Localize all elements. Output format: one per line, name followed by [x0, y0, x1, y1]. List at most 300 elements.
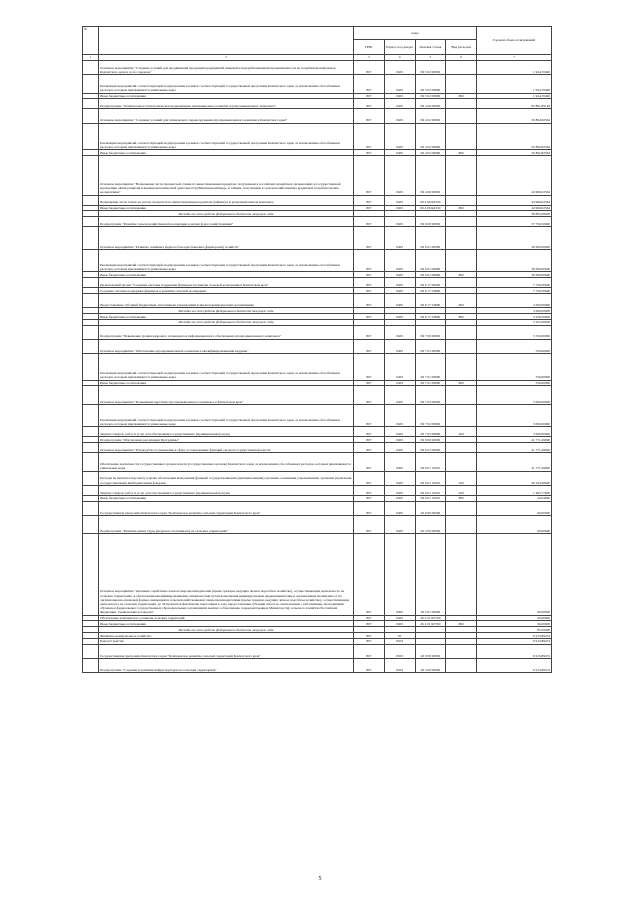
row-expense-type: [446, 123, 477, 150]
col-header-sum: Годовой объем ассигнований: [477, 27, 552, 55]
row-amount: 41 771,49000: [477, 443, 552, 453]
row-name: Расходы за счет средств федерального бюджета текущего года: [99, 319, 354, 325]
row-grbs: 807: [354, 427, 385, 437]
row-target-article: 26 2 01 R5760: [415, 621, 446, 627]
row-amount: 41 771,49000: [477, 437, 552, 443]
table-row: [83, 453, 552, 471]
row-target-article: 09 4 00 00000: [415, 99, 446, 109]
budget-table: [82, 26, 552, 673]
col-number: 2: [99, 55, 354, 61]
table-row: [83, 353, 552, 380]
row-name: Подпрограмма "Развитие сельскохозяйственной кооперации и малых форм хозяйствования": [99, 217, 354, 227]
table-row: [83, 293, 552, 307]
row-section: 0405: [384, 99, 415, 109]
table-row: [83, 644, 552, 658]
row-name: Иные бюджетные ассигнования: [99, 621, 354, 627]
row-expense-type: [446, 217, 477, 227]
table-row: [83, 534, 552, 615]
row-name: Закупка товаров, работ и услуг для обеспечения государственных (муниципальных) нужд: [99, 485, 354, 495]
row-target-article: 09 7 01 09990: [415, 353, 446, 380]
row-expense-type: [446, 278, 477, 288]
row-number: [83, 427, 99, 437]
row-grbs: 807: [354, 515, 385, 533]
row-amount: 550,00000: [477, 353, 552, 380]
row-section: 0405: [384, 534, 415, 615]
row-number: [83, 227, 99, 250]
row-section: 0405: [384, 325, 415, 339]
row-name: Создание системы поддержки фермеров и развитие сельской кооперации: [99, 288, 354, 294]
row-name: Подпрограмма "Развитие рынка труда (кадрового потенциала) на сельских территориях": [99, 515, 354, 533]
row-amount: 90,00000: [477, 501, 552, 515]
row-number: [83, 217, 99, 227]
table-row: [83, 501, 552, 515]
row-expense-type: 800: [446, 93, 477, 99]
row-expense-type: [446, 534, 477, 615]
col-header-n: №: [83, 27, 99, 55]
row-grbs: 807: [354, 195, 385, 205]
row-amount: 90,00000: [477, 515, 552, 533]
row-expense-type: [446, 644, 477, 658]
row-name: Расходы за счет средств федерального бюджета текущего года: [99, 308, 354, 314]
row-section: 0405: [384, 288, 415, 294]
row-name: Иные бюджетные ассигнования: [99, 380, 354, 386]
table-row: [83, 123, 552, 150]
row-name: Реализация мероприятий соответствующей подпрограммы в рамках соответствующей государственной программы Камчатского края, за исключением обособленных расходов, которым присваиваются уникальные коды: [99, 249, 354, 272]
row-section: 0405: [384, 195, 415, 205]
row-amount: 6 913,89474: [477, 632, 552, 638]
row-number: [83, 453, 99, 471]
row-section: 0405: [384, 495, 415, 501]
row-expense-type: [446, 443, 477, 453]
row-amount: 41 771,49000: [477, 453, 552, 471]
row-grbs: 807: [354, 93, 385, 99]
row-grbs: 807: [354, 313, 385, 319]
row-name: Государственная программа Камчатского края "Комплексное развитие сельских территорий Камчатского края": [99, 501, 354, 515]
row-target-article: 26 2 01 00000: [415, 534, 446, 615]
row-section: 0405: [384, 227, 415, 250]
row-number: [83, 75, 99, 93]
row-name: Основное мероприятие "Руководство и управление в сфере установленных функций органов государственной власти": [99, 443, 354, 453]
row-name: Основное мероприятие "Создание условий для технического перевооружения агропромышленного комплекса Камчатского края": [99, 109, 354, 123]
row-grbs: 807: [354, 471, 385, 485]
row-target-article: 26 0 00 00000: [415, 501, 446, 515]
row-target-article: 09 3 02 09990: [415, 75, 446, 93]
col-number: 7: [477, 55, 552, 61]
row-target-article: 09 7 02 00000: [415, 386, 446, 404]
row-name: Иные бюджетные ассигнования: [99, 205, 354, 211]
row-number: [83, 404, 99, 427]
row-expense-type: 200: [446, 427, 477, 437]
row-amount: 7 756,50000: [477, 288, 552, 294]
row-expense-type: 600: [446, 293, 477, 307]
row-number: [83, 61, 99, 75]
row-number: [83, 109, 99, 123]
row-number: [83, 353, 99, 380]
row-amount: 85,50000: [477, 627, 552, 633]
row-number: [83, 534, 99, 615]
row-expense-type: [446, 227, 477, 250]
row-grbs: 807: [354, 123, 385, 150]
row-amount: 550,00000: [477, 339, 552, 353]
row-target-article: 09 6 17 54800: [415, 293, 446, 307]
col-header-cs: Целевая статья: [415, 40, 446, 55]
row-grbs: 807: [354, 437, 385, 443]
row-target-article: 09 9 01 00000: [415, 443, 446, 453]
row-target-article: 09 9 01 10010: [415, 453, 446, 471]
budget-table-body: [83, 61, 552, 673]
row-grbs: 807: [354, 658, 385, 672]
row-expense-type: [446, 325, 477, 339]
row-name: Иные бюджетные ассигнования: [99, 495, 354, 501]
table-row: [83, 386, 552, 404]
row-expense-type: [446, 404, 477, 427]
table-row: [83, 249, 552, 272]
table-row: [83, 485, 552, 495]
row-grbs: 807: [354, 404, 385, 427]
row-grbs: 807: [354, 644, 385, 658]
row-section: 0405: [384, 75, 415, 93]
row-expense-type: [446, 501, 477, 515]
row-target-article: 09 6 01 09990: [415, 272, 446, 278]
row-amount: 32,04000: [477, 495, 552, 501]
row-number: [83, 386, 99, 404]
row-target-article: 09 7 00 00000: [415, 325, 446, 339]
col-header-codes: коды: [354, 27, 477, 40]
row-section: 0405: [384, 615, 415, 621]
table-row: [83, 75, 552, 93]
row-name: Иные бюджетные ассигнования: [99, 313, 354, 319]
row-section: 0405: [384, 313, 415, 319]
row-section: 0503: [384, 658, 415, 672]
row-name: Основное мероприятие "Оказание содействия сельхозтоваропроизводителям (кроме граждан, ведущих личное подсобное хозяйство), осуществляющим деятельность на сельских территориях, в обеспечении квалифицированными специалистами путем возмещения индивидуальным предпринимателям и организациям независимо от их организационно-правовой формы, являющимся сельскохозяйственными товаропроизводителями (кроме граждан, ведущих личное подсобное хозяйство), осуществляющим деятельность на сельских территориях, до 30 процентов фактически понесенных в году предоставления субсидии затрат по заключенным с работниками, проходящими обучение в федеральных государственных образовательных организациях высшего образования, подведомственных Министерству сельского хозяйства Российской Федерации, ученическим договорам": [99, 534, 354, 615]
row-section: 0503: [384, 644, 415, 658]
row-section: 0405: [384, 249, 415, 272]
row-expense-type: 800: [446, 380, 477, 386]
row-section: 0405: [384, 443, 415, 453]
row-amount: 44 969,02564: [477, 156, 552, 195]
row-target-article: 26 2 01 R5760: [415, 615, 446, 621]
row-amount: 90,00000: [477, 621, 552, 627]
row-grbs: 807: [354, 485, 385, 495]
row-name: Реализация мероприятий соответствующей подпрограммы в рамках соответствующей государственной программы Камчатского края, за исключением обособленных расходов, которым присваиваются уникальные коды: [99, 75, 354, 93]
row-target-article: 09 9 01 10010: [415, 485, 446, 495]
row-grbs: 807: [354, 227, 385, 250]
row-expense-type: [446, 658, 477, 672]
row-grbs: 807: [354, 278, 385, 288]
row-grbs: 807: [354, 61, 385, 75]
row-number: [83, 515, 99, 533]
table-row: [83, 515, 552, 533]
row-target-article: 09 4 02 00000: [415, 109, 446, 123]
row-amount: 90,00000: [477, 534, 552, 615]
row-number: [83, 325, 99, 339]
table-row: [83, 404, 552, 427]
row-target-article: 09 9 01 10010: [415, 495, 446, 501]
row-expense-type: [446, 249, 477, 272]
row-name: Основное мероприятие "Создание условий для продвижения продукции предприятий пищевой и перерабатывающей промышленности на потребительский рынок Камчатского края и за его пределы": [99, 61, 354, 75]
row-section: 0405: [384, 427, 415, 437]
row-target-article: 09 6 01 09990: [415, 249, 446, 272]
row-amount: 550,00000: [477, 380, 552, 386]
row-grbs: 807: [354, 150, 385, 156]
row-name: Обеспечение комплексного развития сельских территорий: [99, 615, 354, 621]
row-section: 0405: [384, 205, 415, 211]
row-name: Расходы на выплаты персоналу в целях обеспечения выполнения функций государственными (муниципальными) органами, казенными учреждениями, органами управления государственными внебюджетными фондами: [99, 471, 354, 485]
row-grbs: 807: [354, 325, 385, 339]
row-number: [83, 644, 99, 658]
table-row: [83, 109, 552, 123]
row-target-article: 26 2 00 00000: [415, 515, 446, 533]
row-name: Основное мероприятие "Возмещение части процентной ставки по инвестиционным кредитам, полученным в российских кредитных организациях и государственной корпорации «Банк развития и внешнеэкономической деятельности (Внешэкономбанк)», и займам, полученным в сельскохозяйственных кредитных потребительских кооперативах": [99, 156, 354, 195]
row-amount: 50 892,82564: [477, 109, 552, 123]
row-name: Реализация мероприятий соответствующей подпрограммы в рамках соответствующей государственной программы Камчатского края, за исключением обособленных расходов, которым присваиваются уникальные коды: [99, 404, 354, 427]
row-amount: 30 000,00000: [477, 249, 552, 272]
row-target-article: 09 7 01 00000: [415, 339, 446, 353]
col-header-grbs: ГРБС: [354, 40, 385, 55]
row-target-article: 09 9 01 10010: [415, 471, 446, 485]
row-amount: 44 969,02564: [477, 205, 552, 211]
row-amount: 3 000,00000: [477, 404, 552, 427]
row-section: 0405: [384, 217, 415, 227]
row-target-article: 09 4 06 R4330: [415, 205, 446, 211]
col-header-name: [99, 27, 354, 55]
row-amount: 3 256,50000: [477, 313, 552, 319]
table-row: [83, 471, 552, 485]
col-header-vr: Вид расходов: [446, 40, 477, 55]
row-section: 0503: [384, 638, 415, 644]
row-section: 0405: [384, 123, 415, 150]
row-target-article: 26 0 00 00000: [415, 644, 446, 658]
row-amount: 3 000,00000: [477, 427, 552, 437]
row-name: Подпрограмма "Обеспечение реализации Программы": [99, 437, 354, 443]
row-target-article: 26 3 00 00000: [415, 658, 446, 672]
row-name: Основное мероприятие "Повышение престижа агропромышленного комплекса в Камчатском крае": [99, 386, 354, 404]
row-amount: 3 550,00000: [477, 325, 552, 339]
row-expense-type: 800: [446, 495, 477, 501]
row-grbs: 807: [354, 632, 385, 638]
row-name: Государственная программа Камчатского края "Комплексное развитие сельских территорий Камчатского края": [99, 644, 354, 658]
row-grbs: 807: [354, 386, 385, 404]
row-name: Расходы за счет средств федерального бюджета текущего года: [99, 627, 354, 633]
row-expense-type: 800: [446, 272, 477, 278]
row-name: Иные бюджетные ассигнования: [99, 93, 354, 99]
col-number: 5: [415, 55, 446, 61]
row-grbs: 807: [354, 443, 385, 453]
row-name: Подпрограмма "Создание и развитие инфраструктуры на сельских территориях": [99, 658, 354, 672]
row-name: Возмещение части затрат на уплату процентов по инвестиционным кредитам (займам) в агропромышленном комплексе: [99, 195, 354, 205]
row-grbs: 807: [354, 217, 385, 227]
row-name: Обеспечение деятельности государственных органов власти (государственных органов) Камчатского края, за исключением обособленных расходов, которым присваиваются уникальные коды: [99, 453, 354, 471]
table-row: [83, 443, 552, 453]
row-grbs: 807: [354, 615, 385, 621]
row-number: [83, 123, 99, 150]
row-target-article: 09 6 01 00000: [415, 227, 446, 250]
row-section: 0405: [384, 353, 415, 380]
row-expense-type: 800: [446, 205, 477, 211]
row-amount: 30 000,00000: [477, 227, 552, 250]
col-number: 6: [446, 55, 477, 61]
row-target-article: 09 4 02 09990: [415, 123, 446, 150]
row-amount: 37 756,50000: [477, 217, 552, 227]
row-name: Иные бюджетные ассигнования: [99, 272, 354, 278]
row-grbs: 807: [354, 75, 385, 93]
row-target-article: 09 4 06 R4330: [415, 195, 446, 205]
row-amount: 1 495,77000: [477, 485, 552, 495]
row-number: [83, 293, 99, 307]
row-section: 0405: [384, 404, 415, 427]
row-grbs: 807: [354, 272, 385, 278]
row-section: 0405: [384, 485, 415, 495]
row-section: 0405: [384, 339, 415, 353]
row-amount: 38 893,00000: [477, 211, 552, 217]
row-target-article: 09 7 01 09990: [415, 380, 446, 386]
row-section: 0405: [384, 453, 415, 471]
row-section: 0405: [384, 150, 415, 156]
row-name: Реализация мероприятий соответствующей подпрограммы в рамках соответствующей государственной программы Камчатского края, за исключением обособленных расходов, которым присваиваются уникальные коды: [99, 123, 354, 150]
table-row: [83, 227, 552, 250]
col-number: 1: [83, 55, 99, 61]
row-target-article: 09 4 02 09990: [415, 150, 446, 156]
row-target-article: 09 9 00 00000: [415, 437, 446, 443]
row-amount: 6 913,89474: [477, 638, 552, 644]
row-section: 0405: [384, 293, 415, 307]
row-target-article: 09 6 17 54800: [415, 288, 446, 294]
row-grbs: 807: [354, 495, 385, 501]
row-target-article: 09 6 17 54800: [415, 313, 446, 319]
row-amount: 1 944,76400: [477, 93, 552, 99]
row-section: 0405: [384, 93, 415, 99]
row-amount: 7 756,50000: [477, 278, 552, 288]
row-section: 05: [384, 632, 415, 638]
row-target-article: 09 7 02 09990: [415, 427, 446, 437]
row-target-article: 09 3 02 00000: [415, 61, 446, 75]
row-name: Расходы за счет средств федерального бюджета текущего года: [99, 211, 354, 217]
row-grbs: 807: [354, 249, 385, 272]
table-row: [83, 427, 552, 437]
row-name: Иные бюджетные ассигнования: [99, 150, 354, 156]
row-amount: 30 000,00000: [477, 272, 552, 278]
table-row: [83, 156, 552, 195]
row-name: Реализация мероприятий соответствующей подпрограммы в рамках соответствующей государственной программы Камчатского края, за исключением обособленных расходов, которым присваиваются уникальные коды: [99, 353, 354, 380]
row-grbs: 807: [354, 380, 385, 386]
row-section: 0405: [384, 272, 415, 278]
table-row: [83, 99, 552, 109]
row-amount: 44 969,02564: [477, 195, 552, 205]
row-number: [83, 443, 99, 453]
table-row: [83, 217, 552, 227]
row-expense-type: 100: [446, 471, 477, 485]
row-amount: 1 944,76400: [477, 61, 552, 75]
row-number: [83, 658, 99, 672]
row-grbs: 807: [354, 293, 385, 307]
row-target-article: 09 7 02 09990: [415, 404, 446, 427]
table-row: [83, 195, 552, 205]
row-section: 0405: [384, 471, 415, 485]
row-grbs: 807: [354, 205, 385, 211]
row-expense-type: [446, 99, 477, 109]
row-name: Основное мероприятие "Развитие семейных ферм на базе крестьянских (фермерских) хозяйств": [99, 227, 354, 250]
row-amount: 90,00000: [477, 615, 552, 621]
row-expense-type: 800: [446, 150, 477, 156]
row-section: 0405: [384, 621, 415, 627]
row-section: 0405: [384, 515, 415, 533]
row-expense-type: [446, 61, 477, 75]
row-amount: 50 892,82564: [477, 150, 552, 156]
row-expense-type: [446, 195, 477, 205]
row-section: 0405: [384, 278, 415, 288]
table-row: [83, 339, 552, 353]
row-grbs: 807: [354, 621, 385, 627]
row-expense-type: [446, 453, 477, 471]
row-number: [83, 99, 99, 109]
row-grbs: 807: [354, 638, 385, 644]
row-expense-type: [446, 109, 477, 123]
row-section: 0405: [384, 61, 415, 75]
col-header-rz: Раздел, под-раздел: [384, 40, 415, 55]
row-section: 0405: [384, 109, 415, 123]
row-grbs: 807: [354, 453, 385, 471]
table-row: [83, 278, 552, 288]
row-number: [83, 471, 99, 485]
row-section: 0405: [384, 386, 415, 404]
table-row: [83, 61, 552, 75]
row-amount: 6 913,89474: [477, 644, 552, 658]
row-amount: 3 000,00000: [477, 386, 552, 404]
row-number: [83, 339, 99, 353]
row-number: [83, 195, 99, 205]
row-grbs: 807: [354, 156, 385, 195]
row-amount: 1 944,76400: [477, 75, 552, 93]
row-expense-type: 800: [446, 621, 477, 627]
row-name: Региональный проект "Создание системы поддержки фермеров и развитие сельской кооперации в Камчатском крае": [99, 278, 354, 288]
col-number: 3: [354, 55, 385, 61]
row-name: Предоставление субсидий бюджетным, автономным учреждениям и иным некоммерческим организациям: [99, 293, 354, 307]
row-grbs: 807: [354, 99, 385, 109]
page-number: 5: [318, 876, 322, 882]
row-grbs: 807: [354, 288, 385, 294]
row-grbs: 807: [354, 534, 385, 615]
row-amount: 40 243,68000: [477, 471, 552, 485]
row-amount: 3 165,00000: [477, 319, 552, 325]
row-expense-type: [446, 353, 477, 380]
row-name: Подпрограмма "Повышение уровня кадрового потенциала и информационного обеспечения агропромышленного комплекса": [99, 325, 354, 339]
row-expense-type: [446, 156, 477, 195]
table-row: [83, 325, 552, 339]
row-grbs: 807: [354, 501, 385, 515]
row-name: Благоустройство: [99, 638, 354, 644]
col-number: 4: [384, 55, 415, 61]
row-target-article: 09 3 02 09990: [415, 93, 446, 99]
row-grbs: 807: [354, 109, 385, 123]
row-grbs: 807: [354, 339, 385, 353]
row-section: 0405: [384, 380, 415, 386]
row-name: Основное мероприятие "Обеспечение агропромышленного комплекса квалифицированными кадрами": [99, 339, 354, 353]
row-section: 0405: [384, 501, 415, 515]
row-amount: 50 892,82564: [477, 123, 552, 150]
row-amount: 4 500,00000: [477, 293, 552, 307]
row-section: 0405: [384, 437, 415, 443]
row-expense-type: [446, 515, 477, 533]
row-grbs: 807: [354, 353, 385, 380]
row-expense-type: 200: [446, 485, 477, 495]
row-target-article: 09 4 06 00000: [415, 156, 446, 195]
row-expense-type: [446, 75, 477, 93]
row-name: Жилищно-коммунальное хозяйство: [99, 632, 354, 638]
row-number: [83, 501, 99, 515]
budget-table-sheet: [82, 26, 552, 673]
row-amount: 95 861,85128: [477, 99, 552, 109]
row-name: Подпрограмма "Техническая и технологическая модернизация, инновационное развитие агропромышленного комплекса": [99, 99, 354, 109]
